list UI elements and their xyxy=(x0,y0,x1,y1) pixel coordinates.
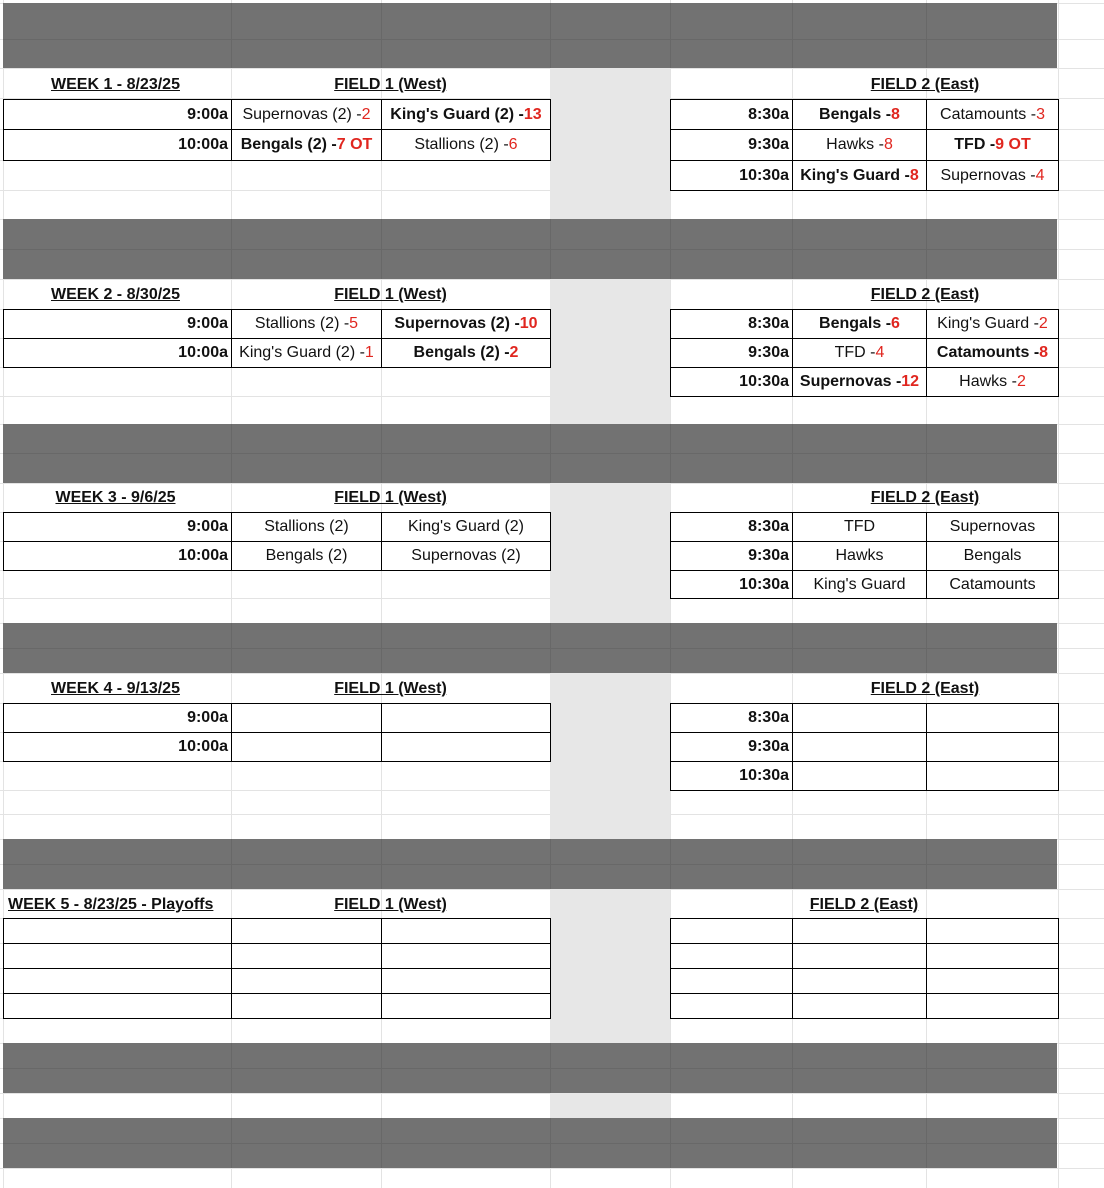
game-time: 9:00a xyxy=(187,315,228,332)
band-row-line xyxy=(3,864,1057,865)
home-team-cell[interactable] xyxy=(792,338,927,368)
away-team-cell[interactable] xyxy=(381,99,551,130)
time-cell[interactable] xyxy=(3,99,232,130)
home-team-name: Supernovas - xyxy=(799,373,902,390)
week-label: WEEK 5 - 8/23/25 - Playoffs xyxy=(8,896,214,913)
time-cell[interactable] xyxy=(670,160,793,191)
away-team-score: 10 xyxy=(519,315,538,332)
away-team-name: Supernovas - xyxy=(940,166,1036,184)
time-cell[interactable] xyxy=(3,943,232,969)
away-team-cell[interactable] xyxy=(926,918,1059,944)
home-team-score: 2 xyxy=(361,105,371,123)
away-team-cell[interactable] xyxy=(381,918,551,944)
away-team-score: 8 xyxy=(1039,344,1049,361)
away-team-name: Supernovas (2) - xyxy=(394,315,520,332)
time-cell[interactable] xyxy=(670,309,793,339)
separator-band xyxy=(3,623,1057,673)
away-team-score: 13 xyxy=(523,105,542,123)
band-col-line xyxy=(550,3,551,68)
gap-column xyxy=(550,279,670,424)
home-team-cell[interactable] xyxy=(792,99,927,130)
band-col-line xyxy=(381,3,382,68)
time-cell[interactable] xyxy=(3,338,232,368)
field2-label: FIELD 2 (East) xyxy=(809,896,919,913)
away-team-score: 2 xyxy=(1016,373,1026,390)
away-team-name: Catamounts xyxy=(949,575,1036,593)
away-team-name: Bengals xyxy=(963,547,1022,564)
home-team-name: King's Guard xyxy=(813,575,906,593)
time-cell[interactable] xyxy=(670,703,793,733)
home-team-cell[interactable] xyxy=(792,993,927,1019)
home-team-cell[interactable] xyxy=(792,761,927,791)
game-time: 8:30a xyxy=(748,105,789,123)
time-cell[interactable] xyxy=(670,968,793,994)
game-time: 8:30a xyxy=(748,315,789,332)
home-team-name: King's Guard (2) - xyxy=(239,344,365,361)
home-team-score: 6 xyxy=(891,315,900,332)
week-label: WEEK 2 - 8/30/25 xyxy=(51,286,180,303)
field1-label: FIELD 1 (West) xyxy=(334,680,447,697)
band-col-line xyxy=(670,3,671,68)
home-team-score: 4 xyxy=(875,344,885,361)
game-time: 10:00a xyxy=(178,136,228,153)
home-team-name: Bengals - xyxy=(819,315,892,332)
game-time: 9:30a xyxy=(748,136,789,153)
home-team-name: Supernovas (2) - xyxy=(242,105,362,123)
home-team-score: 5 xyxy=(349,315,359,332)
field1-label: FIELD 1 (West) xyxy=(334,489,447,506)
away-team-score: 6 xyxy=(508,136,518,153)
game-time: 9:00a xyxy=(187,105,228,123)
game-time: 9:30a xyxy=(748,344,789,361)
separator-band xyxy=(3,424,1057,483)
home-team-cell[interactable] xyxy=(231,943,382,969)
home-team-cell[interactable] xyxy=(792,968,927,994)
home-team-name: Bengals (2) xyxy=(265,547,348,564)
away-team-cell[interactable] xyxy=(926,993,1059,1019)
home-team-cell[interactable] xyxy=(792,541,927,571)
home-team-cell[interactable] xyxy=(231,541,382,571)
time-cell[interactable] xyxy=(670,732,793,762)
band-row-line xyxy=(3,648,1057,649)
week-label: WEEK 3 - 9/6/25 xyxy=(55,489,176,506)
game-time: 9:30a xyxy=(748,547,789,564)
home-team-name: Bengals - xyxy=(819,105,892,123)
home-team-score: 8 xyxy=(909,166,919,184)
game-time: 9:00a xyxy=(187,709,228,726)
week-label: WEEK 1 - 8/23/25 xyxy=(51,76,180,93)
home-team-cell[interactable] xyxy=(231,918,382,944)
home-team-cell[interactable] xyxy=(231,993,382,1019)
home-team-name: King's Guard - xyxy=(800,166,910,184)
home-team-cell[interactable] xyxy=(792,129,927,161)
away-team-cell[interactable] xyxy=(926,703,1059,733)
band-row-line xyxy=(3,1143,1057,1144)
game-time: 8:30a xyxy=(748,709,789,726)
home-team-cell[interactable] xyxy=(231,512,382,542)
away-team-cell[interactable] xyxy=(926,309,1059,339)
away-team-name: Supernovas (2) xyxy=(411,547,521,564)
away-team-cell[interactable] xyxy=(381,943,551,969)
away-team-name: Stallions (2) - xyxy=(414,136,509,153)
home-team-name: TFD - xyxy=(834,344,876,361)
away-team-cell[interactable] xyxy=(926,338,1059,368)
away-team-name: Catamounts - xyxy=(940,105,1037,123)
away-team-name: Hawks - xyxy=(959,373,1017,390)
away-team-name: King's Guard (2) - xyxy=(390,105,524,123)
band-col-line xyxy=(926,3,927,68)
gap-column xyxy=(550,673,670,839)
away-team-name: Bengals (2) - xyxy=(413,344,510,361)
home-team-cell[interactable] xyxy=(792,732,927,762)
home-team-cell[interactable] xyxy=(792,943,927,969)
time-cell[interactable] xyxy=(670,918,793,944)
time-cell[interactable] xyxy=(670,993,793,1019)
home-team-cell[interactable] xyxy=(792,160,927,191)
away-team-cell[interactable] xyxy=(926,943,1059,969)
away-team-cell[interactable] xyxy=(926,367,1059,397)
home-team-cell[interactable] xyxy=(792,512,927,542)
field2-label: FIELD 2 (East) xyxy=(870,76,980,93)
away-team-cell[interactable] xyxy=(381,512,551,542)
band-row-line xyxy=(3,453,1057,454)
field2-label: FIELD 2 (East) xyxy=(870,286,980,303)
away-team-name: King's Guard (2) xyxy=(408,518,524,535)
away-team-cell[interactable] xyxy=(381,541,551,571)
game-time: 10:00a xyxy=(178,344,228,361)
away-team-cell[interactable] xyxy=(381,338,551,368)
away-team-cell[interactable] xyxy=(926,968,1059,994)
game-time: 10:30a xyxy=(739,373,789,390)
away-team-cell[interactable] xyxy=(926,761,1059,791)
separator-band xyxy=(3,219,1057,279)
gap-column xyxy=(550,1093,670,1118)
away-team-cell[interactable] xyxy=(381,993,551,1019)
away-team-name: King's Guard - xyxy=(937,315,1039,332)
time-cell[interactable] xyxy=(3,993,232,1019)
field1-label: FIELD 1 (West) xyxy=(334,896,447,913)
away-team-name: Catamounts - xyxy=(936,344,1040,361)
away-team-cell[interactable] xyxy=(381,703,551,733)
gap-column xyxy=(550,483,670,623)
away-team-cell[interactable] xyxy=(381,129,551,161)
away-team-score: 2 xyxy=(509,344,519,361)
separator-band xyxy=(3,3,1057,68)
time-cell[interactable] xyxy=(670,943,793,969)
away-team-cell[interactable] xyxy=(381,732,551,762)
home-team-score: 8 xyxy=(883,136,893,153)
home-team-cell[interactable] xyxy=(792,309,927,339)
time-cell[interactable] xyxy=(670,367,793,397)
home-team-name: Hawks - xyxy=(826,136,884,153)
home-team-name: TFD xyxy=(843,518,876,535)
away-team-cell[interactable] xyxy=(926,541,1059,571)
time-cell[interactable] xyxy=(3,512,232,542)
away-team-cell[interactable] xyxy=(926,160,1059,191)
away-team-cell[interactable] xyxy=(381,309,551,339)
week-label: WEEK 4 - 9/13/25 xyxy=(51,680,180,697)
away-team-score: 4 xyxy=(1035,166,1045,184)
home-team-cell[interactable] xyxy=(231,703,382,733)
gap-column xyxy=(550,68,670,219)
home-team-cell[interactable] xyxy=(231,968,382,994)
time-cell[interactable] xyxy=(670,512,793,542)
time-cell[interactable] xyxy=(670,570,793,599)
away-team-cell[interactable] xyxy=(926,512,1059,542)
band-row-line xyxy=(3,249,1057,250)
home-team-cell[interactable] xyxy=(792,918,927,944)
time-cell[interactable] xyxy=(670,761,793,791)
away-team-cell[interactable] xyxy=(381,968,551,994)
home-team-score: 1 xyxy=(364,344,374,361)
game-time: 10:00a xyxy=(178,738,228,755)
band-col-line xyxy=(231,3,232,68)
game-time: 8:30a xyxy=(748,518,789,535)
band-row-line xyxy=(3,1068,1057,1069)
home-team-name: Stallions (2) - xyxy=(254,315,350,332)
time-cell[interactable] xyxy=(3,968,232,994)
separator-band xyxy=(3,839,1057,889)
band-col-line xyxy=(792,3,793,68)
time-cell[interactable] xyxy=(670,338,793,368)
game-time: 10:30a xyxy=(739,767,789,784)
home-team-cell[interactable] xyxy=(231,732,382,762)
time-cell[interactable] xyxy=(670,99,793,130)
field2-label: FIELD 2 (East) xyxy=(870,680,980,697)
away-team-name: TFD - xyxy=(954,136,996,153)
game-time: 10:30a xyxy=(739,575,789,593)
home-team-score: 12 xyxy=(901,373,920,390)
time-cell[interactable] xyxy=(3,541,232,571)
home-team-cell[interactable] xyxy=(231,338,382,368)
home-team-cell[interactable] xyxy=(231,309,382,339)
away-team-score: 3 xyxy=(1036,105,1045,123)
home-team-cell[interactable] xyxy=(231,99,382,130)
gap-column xyxy=(550,889,670,1043)
separator-band xyxy=(3,1043,1057,1093)
field1-label: FIELD 1 (West) xyxy=(334,76,447,93)
game-time: 10:30a xyxy=(739,166,789,184)
time-cell[interactable] xyxy=(3,732,232,762)
home-team-cell[interactable] xyxy=(792,570,927,599)
home-team-score: 8 xyxy=(891,105,900,123)
home-team-name: Bengals (2) - xyxy=(240,136,337,153)
time-cell[interactable] xyxy=(3,918,232,944)
away-team-score: 9 OT xyxy=(995,136,1031,153)
away-team-cell[interactable] xyxy=(926,570,1059,599)
game-time: 9:00a xyxy=(187,518,228,535)
band-row-line xyxy=(3,39,1057,40)
away-team-cell[interactable] xyxy=(926,99,1059,130)
home-team-cell[interactable] xyxy=(792,367,927,397)
grid-row-line xyxy=(0,1168,1104,1169)
game-time: 9:30a xyxy=(748,738,789,755)
game-time: 10:00a xyxy=(178,547,228,564)
time-cell[interactable] xyxy=(3,129,232,161)
field2-label: FIELD 2 (East) xyxy=(870,489,980,506)
home-team-cell[interactable] xyxy=(231,129,382,161)
away-team-score: 2 xyxy=(1038,315,1048,332)
time-cell[interactable] xyxy=(3,703,232,733)
home-team-cell[interactable] xyxy=(792,703,927,733)
time-cell[interactable] xyxy=(670,129,793,161)
home-team-score: 7 OT xyxy=(336,136,373,153)
home-team-name: Stallions (2) xyxy=(264,518,349,535)
away-team-cell[interactable] xyxy=(926,732,1059,762)
away-team-cell[interactable] xyxy=(926,129,1059,161)
separator-band xyxy=(3,1118,1057,1168)
time-cell[interactable] xyxy=(670,541,793,571)
away-team-name: Supernovas xyxy=(949,518,1036,535)
time-cell[interactable] xyxy=(3,309,232,339)
field1-label: FIELD 1 (West) xyxy=(334,286,447,303)
home-team-name: Hawks xyxy=(835,547,884,564)
